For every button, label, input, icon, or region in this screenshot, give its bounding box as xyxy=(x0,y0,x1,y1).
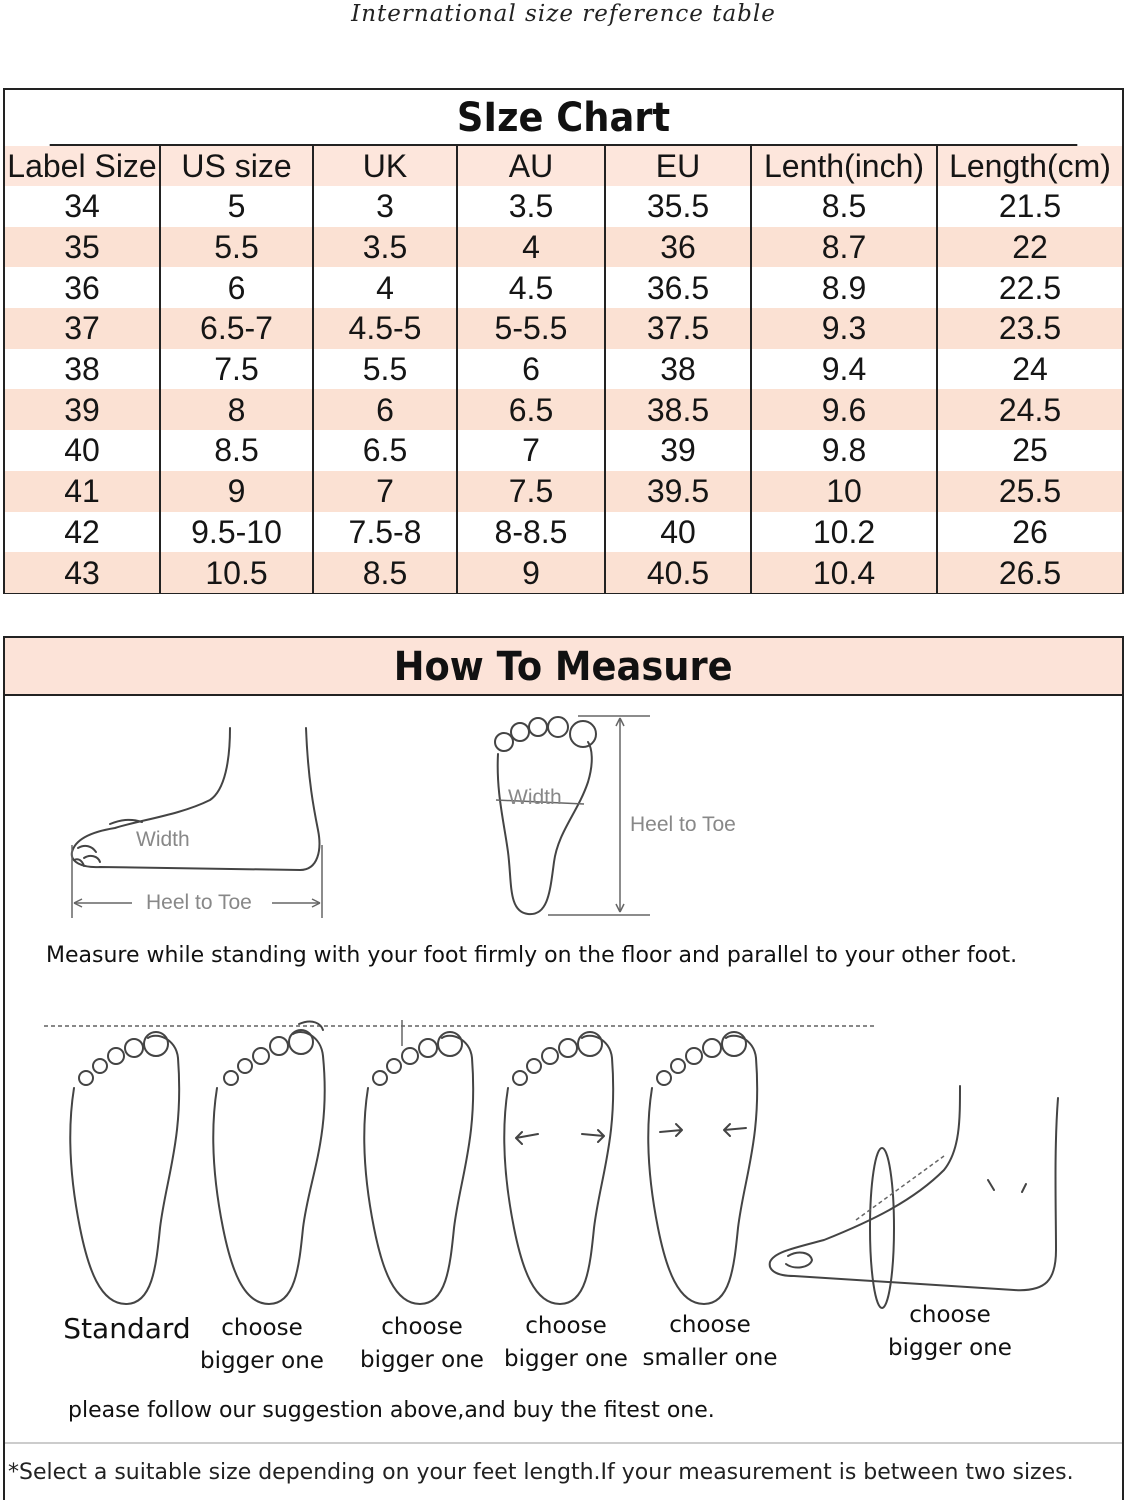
table-cell: 4.5 xyxy=(457,267,605,308)
table-cell: 36.5 xyxy=(605,267,751,308)
table-cell: 22 xyxy=(937,227,1122,268)
table-cell: 6 xyxy=(160,267,313,308)
table-cell: 35 xyxy=(5,227,160,268)
table-row xyxy=(5,267,1122,308)
table-cell: 24 xyxy=(937,349,1122,390)
table-row xyxy=(5,430,1122,471)
table-cell: 39 xyxy=(5,389,160,430)
table-cell: 38.5 xyxy=(605,389,751,430)
table-cell: 6 xyxy=(313,389,457,430)
column-header: Lenth(inch) xyxy=(751,146,937,186)
column-header: AU xyxy=(457,146,605,186)
long-toe-foot-icon xyxy=(354,1018,486,1310)
table-cell: 8.9 xyxy=(751,267,937,308)
foot-type-label: Standard xyxy=(63,1312,191,1345)
table-cell: 6.5 xyxy=(457,389,605,430)
footnote: *Select a suitable size depending on your feet length.If your measurement is between two sizes. xyxy=(8,1460,1074,1485)
column-header: Label Size xyxy=(5,146,160,186)
table-row xyxy=(5,471,1122,512)
foot-type-label: choose bigger one xyxy=(888,1302,1012,1361)
table-cell: 9.3 xyxy=(751,308,937,349)
table-cell: 39 xyxy=(605,430,751,471)
table-cell: 25 xyxy=(937,430,1122,471)
table-cell: 8.5 xyxy=(313,552,457,593)
table-cell: 5.5 xyxy=(160,227,313,268)
table-cell: 40.5 xyxy=(605,552,751,593)
table-cell: 24.5 xyxy=(937,389,1122,430)
table-cell: 38 xyxy=(605,349,751,390)
table-cell: 9 xyxy=(457,552,605,593)
size-table-header-row xyxy=(5,146,1122,186)
table-cell: 6.5 xyxy=(313,430,457,471)
table-cell: 8-8.5 xyxy=(457,512,605,553)
table-cell: 23.5 xyxy=(937,308,1122,349)
table-cell: 3.5 xyxy=(313,227,457,268)
table-cell: 8 xyxy=(160,389,313,430)
table-cell: 6.5-7 xyxy=(160,308,313,349)
table-row xyxy=(5,227,1122,268)
table-cell: 42 xyxy=(5,512,160,553)
standard-foot-icon xyxy=(60,1018,192,1310)
how-to-measure-title-text: How To Measure xyxy=(394,644,733,690)
table-row xyxy=(5,186,1122,227)
side-view-width-label: Width xyxy=(136,828,190,851)
table-cell: 8.7 xyxy=(751,227,937,268)
how-to-measure-title xyxy=(5,638,1122,696)
size-table xyxy=(5,146,1122,593)
divider xyxy=(5,1442,1122,1444)
high-instep-foot-icon xyxy=(764,1080,1064,1312)
table-cell: 5 xyxy=(160,186,313,227)
table-cell: 3.5 xyxy=(457,186,605,227)
table-cell: 10.5 xyxy=(160,552,313,593)
table-cell: 22.5 xyxy=(937,267,1122,308)
table-cell: 26.5 xyxy=(937,552,1122,593)
table-cell: 8.5 xyxy=(160,430,313,471)
table-cell: 8.5 xyxy=(751,186,937,227)
foot-type-label: choose bigger one xyxy=(360,1314,484,1373)
column-header: EU xyxy=(605,146,751,186)
table-cell: 26 xyxy=(937,512,1122,553)
column-header: UK xyxy=(313,146,457,186)
table-cell: 21.5 xyxy=(937,186,1122,227)
table-cell: 40 xyxy=(605,512,751,553)
table-cell: 39.5 xyxy=(605,471,751,512)
table-cell: 41 xyxy=(5,471,160,512)
side-view-heel-to-toe-label: Heel to Toe xyxy=(146,891,252,914)
column-header: Length(cm) xyxy=(937,146,1122,186)
table-cell: 9.6 xyxy=(751,389,937,430)
table-row xyxy=(5,308,1122,349)
foot-type-label: choose smaller one xyxy=(642,1312,778,1371)
foot-type-label: choose bigger one xyxy=(200,1315,324,1374)
page-heading: International size reference table xyxy=(351,1,776,27)
size-chart xyxy=(3,88,1124,594)
table-row xyxy=(5,349,1122,390)
narrow-foot-icon xyxy=(638,1018,770,1310)
table-row xyxy=(5,552,1122,593)
table-cell: 4.5-5 xyxy=(313,308,457,349)
table-cell: 5.5 xyxy=(313,349,457,390)
table-cell: 43 xyxy=(5,552,160,593)
table-cell: 3 xyxy=(313,186,457,227)
table-cell: 25.5 xyxy=(937,471,1122,512)
table-cell: 36 xyxy=(5,267,160,308)
table-cell: 38 xyxy=(5,349,160,390)
suggestion-text: please follow our suggestion above,and buy the fitest one. xyxy=(68,1398,715,1423)
table-cell: 9.4 xyxy=(751,349,937,390)
table-cell: 40 xyxy=(5,430,160,471)
size-chart-title: SIze Chart xyxy=(50,90,1078,146)
foot-type-label: choose bigger one xyxy=(504,1313,628,1372)
table-cell: 4 xyxy=(313,267,457,308)
table-cell: 9.5-10 xyxy=(160,512,313,553)
table-cell: 10.4 xyxy=(751,552,937,593)
sole-view-heel-to-toe-label: Heel to Toe xyxy=(630,813,736,836)
table-cell: 9 xyxy=(160,471,313,512)
table-cell: 4 xyxy=(457,227,605,268)
table-cell: 7.5-8 xyxy=(313,512,457,553)
table-cell: 7 xyxy=(313,471,457,512)
table-cell: 37 xyxy=(5,308,160,349)
table-cell: 5-5.5 xyxy=(457,308,605,349)
table-cell: 7.5 xyxy=(160,349,313,390)
measure-instruction: Measure while standing with your foot firmly on the floor and parallel to your other foot. xyxy=(46,943,1018,968)
table-row xyxy=(5,389,1122,430)
column-header: US size xyxy=(160,146,313,186)
table-cell: 35.5 xyxy=(605,186,751,227)
wide-toe-foot-icon xyxy=(203,1016,335,1310)
table-cell: 10.2 xyxy=(751,512,937,553)
table-row xyxy=(5,512,1122,553)
table-cell: 9.8 xyxy=(751,430,937,471)
table-cell: 7 xyxy=(457,430,605,471)
wide-foot-icon xyxy=(494,1018,626,1310)
sole-view-width-label: Width xyxy=(508,786,562,809)
table-cell: 37.5 xyxy=(605,308,751,349)
table-cell: 34 xyxy=(5,186,160,227)
table-cell: 36 xyxy=(605,227,751,268)
table-cell: 6 xyxy=(457,349,605,390)
table-cell: 7.5 xyxy=(457,471,605,512)
table-cell: 10 xyxy=(751,471,937,512)
